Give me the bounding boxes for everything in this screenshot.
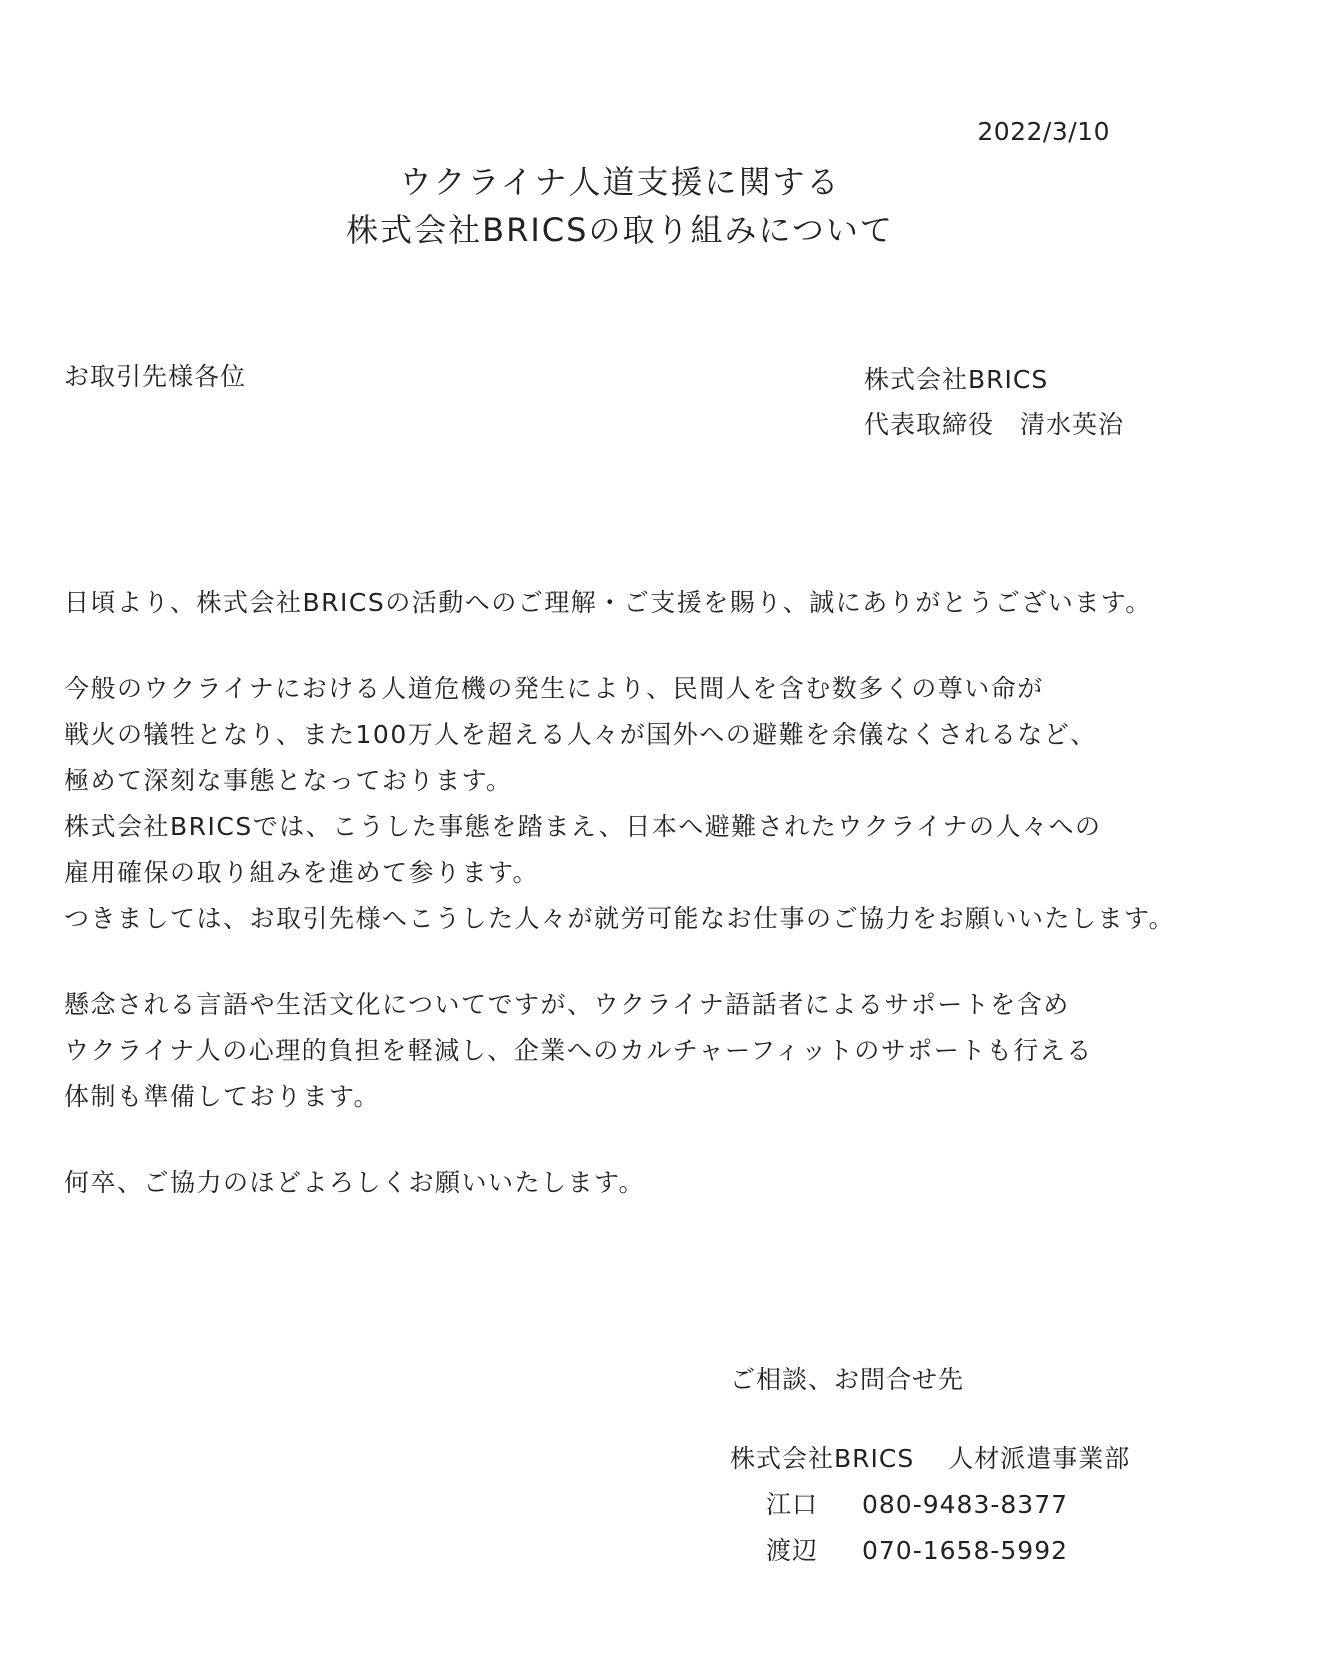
contact-phone[interactable]: 080-9483-8377 xyxy=(862,1490,1069,1519)
letter-date: 2022/3/10 xyxy=(977,117,1110,146)
contact-company: 株式会社BRICS xyxy=(730,1444,915,1473)
body-line: ウクライナ人の心理的負担を軽減し、企業へのカルチャーフィットのサポートも行える xyxy=(64,1036,1093,1065)
paragraph-greeting xyxy=(64,580,1204,626)
contact-block xyxy=(730,1360,1130,1574)
contact-person-name: 渡辺 xyxy=(766,1536,819,1565)
sender-block xyxy=(864,357,1124,447)
contact-phone[interactable]: 070-1658-5992 xyxy=(862,1536,1069,1565)
body-line: 極めて深刻な事態となっております。 xyxy=(64,766,513,795)
contact-department-line xyxy=(730,1436,1130,1482)
body-line: 戦火の犠牲となり、また100万人を超える人々が国外への避難を余儀なくされるなど、 xyxy=(64,720,1097,749)
paragraph-closing xyxy=(64,1160,1204,1206)
body-line: 体制も準備しております。 xyxy=(64,1082,381,1111)
body-line: 株式会社BRICSでは、こうした事態を踏まえ、日本へ避難されたウクライナの人々への xyxy=(64,812,1102,841)
body-line: 懸念される言語や生活文化についてですが、ウクライナ語話者によるサポートを含め xyxy=(64,990,1070,1019)
body-line: 今般のウクライナにおける人道危機の発生により、民間人を含む数多くの尊い命が xyxy=(64,674,1044,703)
addressee: お取引先様各位 xyxy=(64,362,247,391)
body-line: 何卒、ご協力のほどよろしくお願いいたします。 xyxy=(64,1168,646,1197)
contact-department: 人材派遣事業部 xyxy=(948,1444,1131,1473)
paragraph-situation xyxy=(64,666,1204,942)
paragraph-support xyxy=(64,982,1204,1120)
title-line-1: ウクライナ人道支援に関する xyxy=(399,163,841,201)
contact-person-name: 江口 xyxy=(766,1490,819,1519)
sender-company: 株式会社BRICS xyxy=(864,365,1049,394)
body-line: 日頃より、株式会社BRICSの活動へのご理解・ご支援を賜り、誠にありがとうございます。 xyxy=(64,588,1152,617)
contact-person-row xyxy=(730,1482,1130,1528)
body-line: 雇用確保の取り組みを進めて参ります。 xyxy=(64,858,540,887)
body-line: つきましては、お取引先様へこうした人々が就労可能なお仕事のご協力をお願いいたします。 xyxy=(64,904,1176,933)
letter-body xyxy=(64,580,1204,1246)
contact-person-row xyxy=(730,1528,1130,1574)
sender-representative: 代表取締役 清水英治 xyxy=(864,410,1125,439)
title-line-2: 株式会社BRICSの取り組みについて xyxy=(346,211,894,249)
letter-title xyxy=(0,158,1240,254)
contact-heading: ご相談、お問合せ先 xyxy=(730,1365,965,1394)
